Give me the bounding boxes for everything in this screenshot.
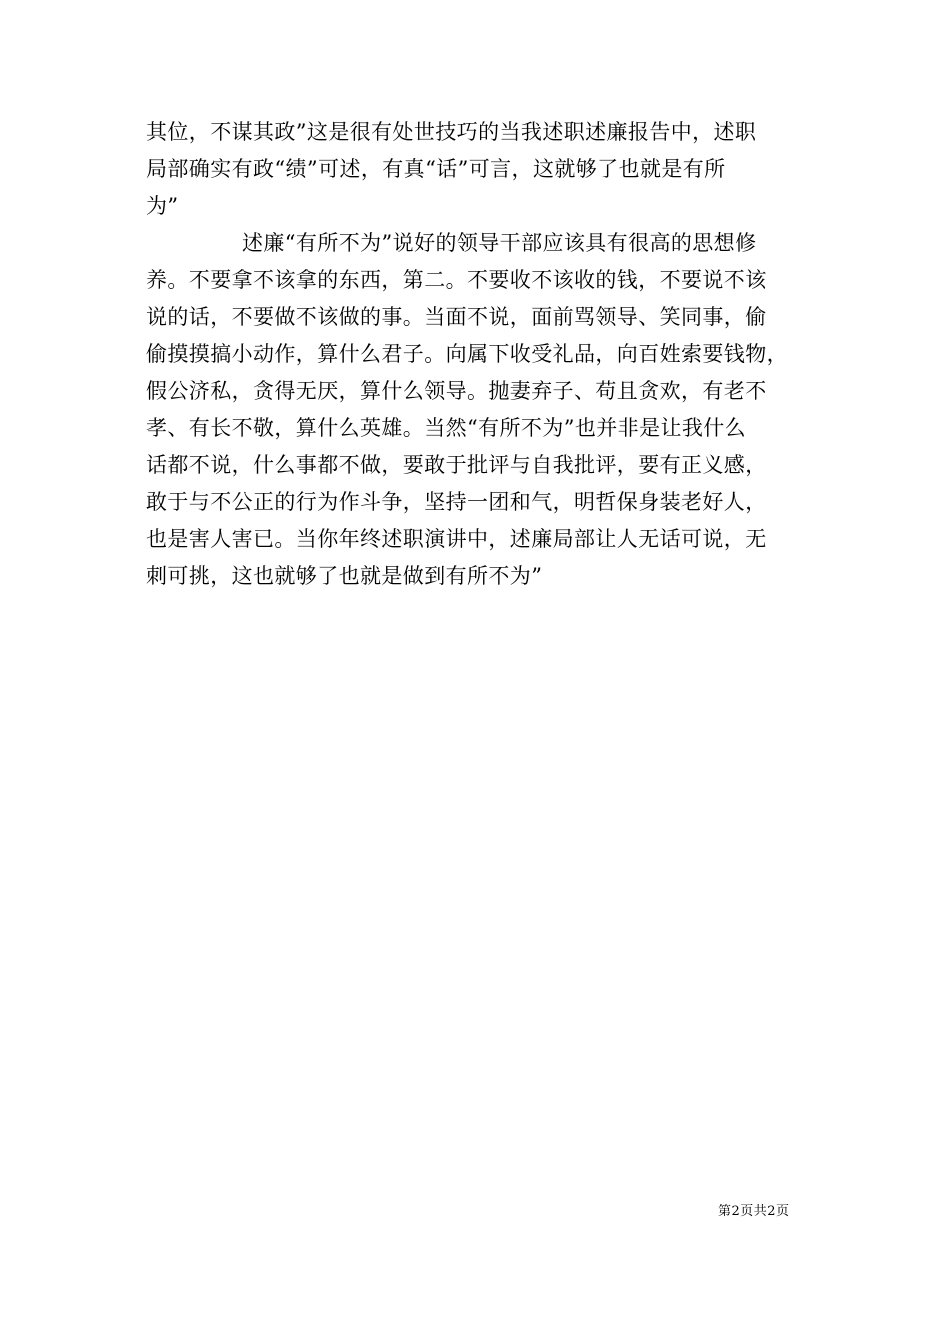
text-line: 刺可挑，这也就够了也就是做到有所不为” (146, 564, 543, 588)
text-line: 话都不说，什么事都不做，要敢于批评与自我批评，要有正义感， (146, 453, 767, 477)
text-line: 也是害人害已。当你年终述职演讲中，述廉局部让人无话可说，无 (146, 527, 767, 551)
page-number-footer: 第2页共2页 (718, 1204, 790, 1219)
text-line: 为” (146, 194, 179, 218)
text-line: 敢于与不公正的行为作斗争，坚持一团和气，明哲保身装老好人， (146, 490, 767, 514)
text-line: 局部确实有政“绩”可述，有真“话”可言，这就够了也就是有所 (146, 157, 726, 181)
paragraph-first-line: 述廉“有所不为”说好的领导干部应该具有很高的思想修 (242, 231, 757, 255)
text-line: 偷摸摸搞小动作，算什么君子。向属下收受礼品，向百姓索要钱物， (146, 342, 788, 366)
text-line: 养。不要拿不该拿的东西，第二。不要收不该收的钱，不要说不该 (146, 268, 767, 292)
document-body (146, 114, 846, 595)
text-line: 说的话，不要做不该做的事。当面不说，面前骂领导、笑同事，偷 (146, 305, 767, 329)
text-line: 假公济私，贪得无厌，算什么领导。抛妻弃子、苟且贪欢，有老不 (146, 379, 767, 403)
text-line: 孝、有长不敬，算什么英雄。当然“有所不为”也并非是让我什么 (146, 416, 747, 440)
text-line: 其位，不谋其政”这是很有处世技巧的当我述职述廉报告中，述职 (146, 120, 757, 144)
